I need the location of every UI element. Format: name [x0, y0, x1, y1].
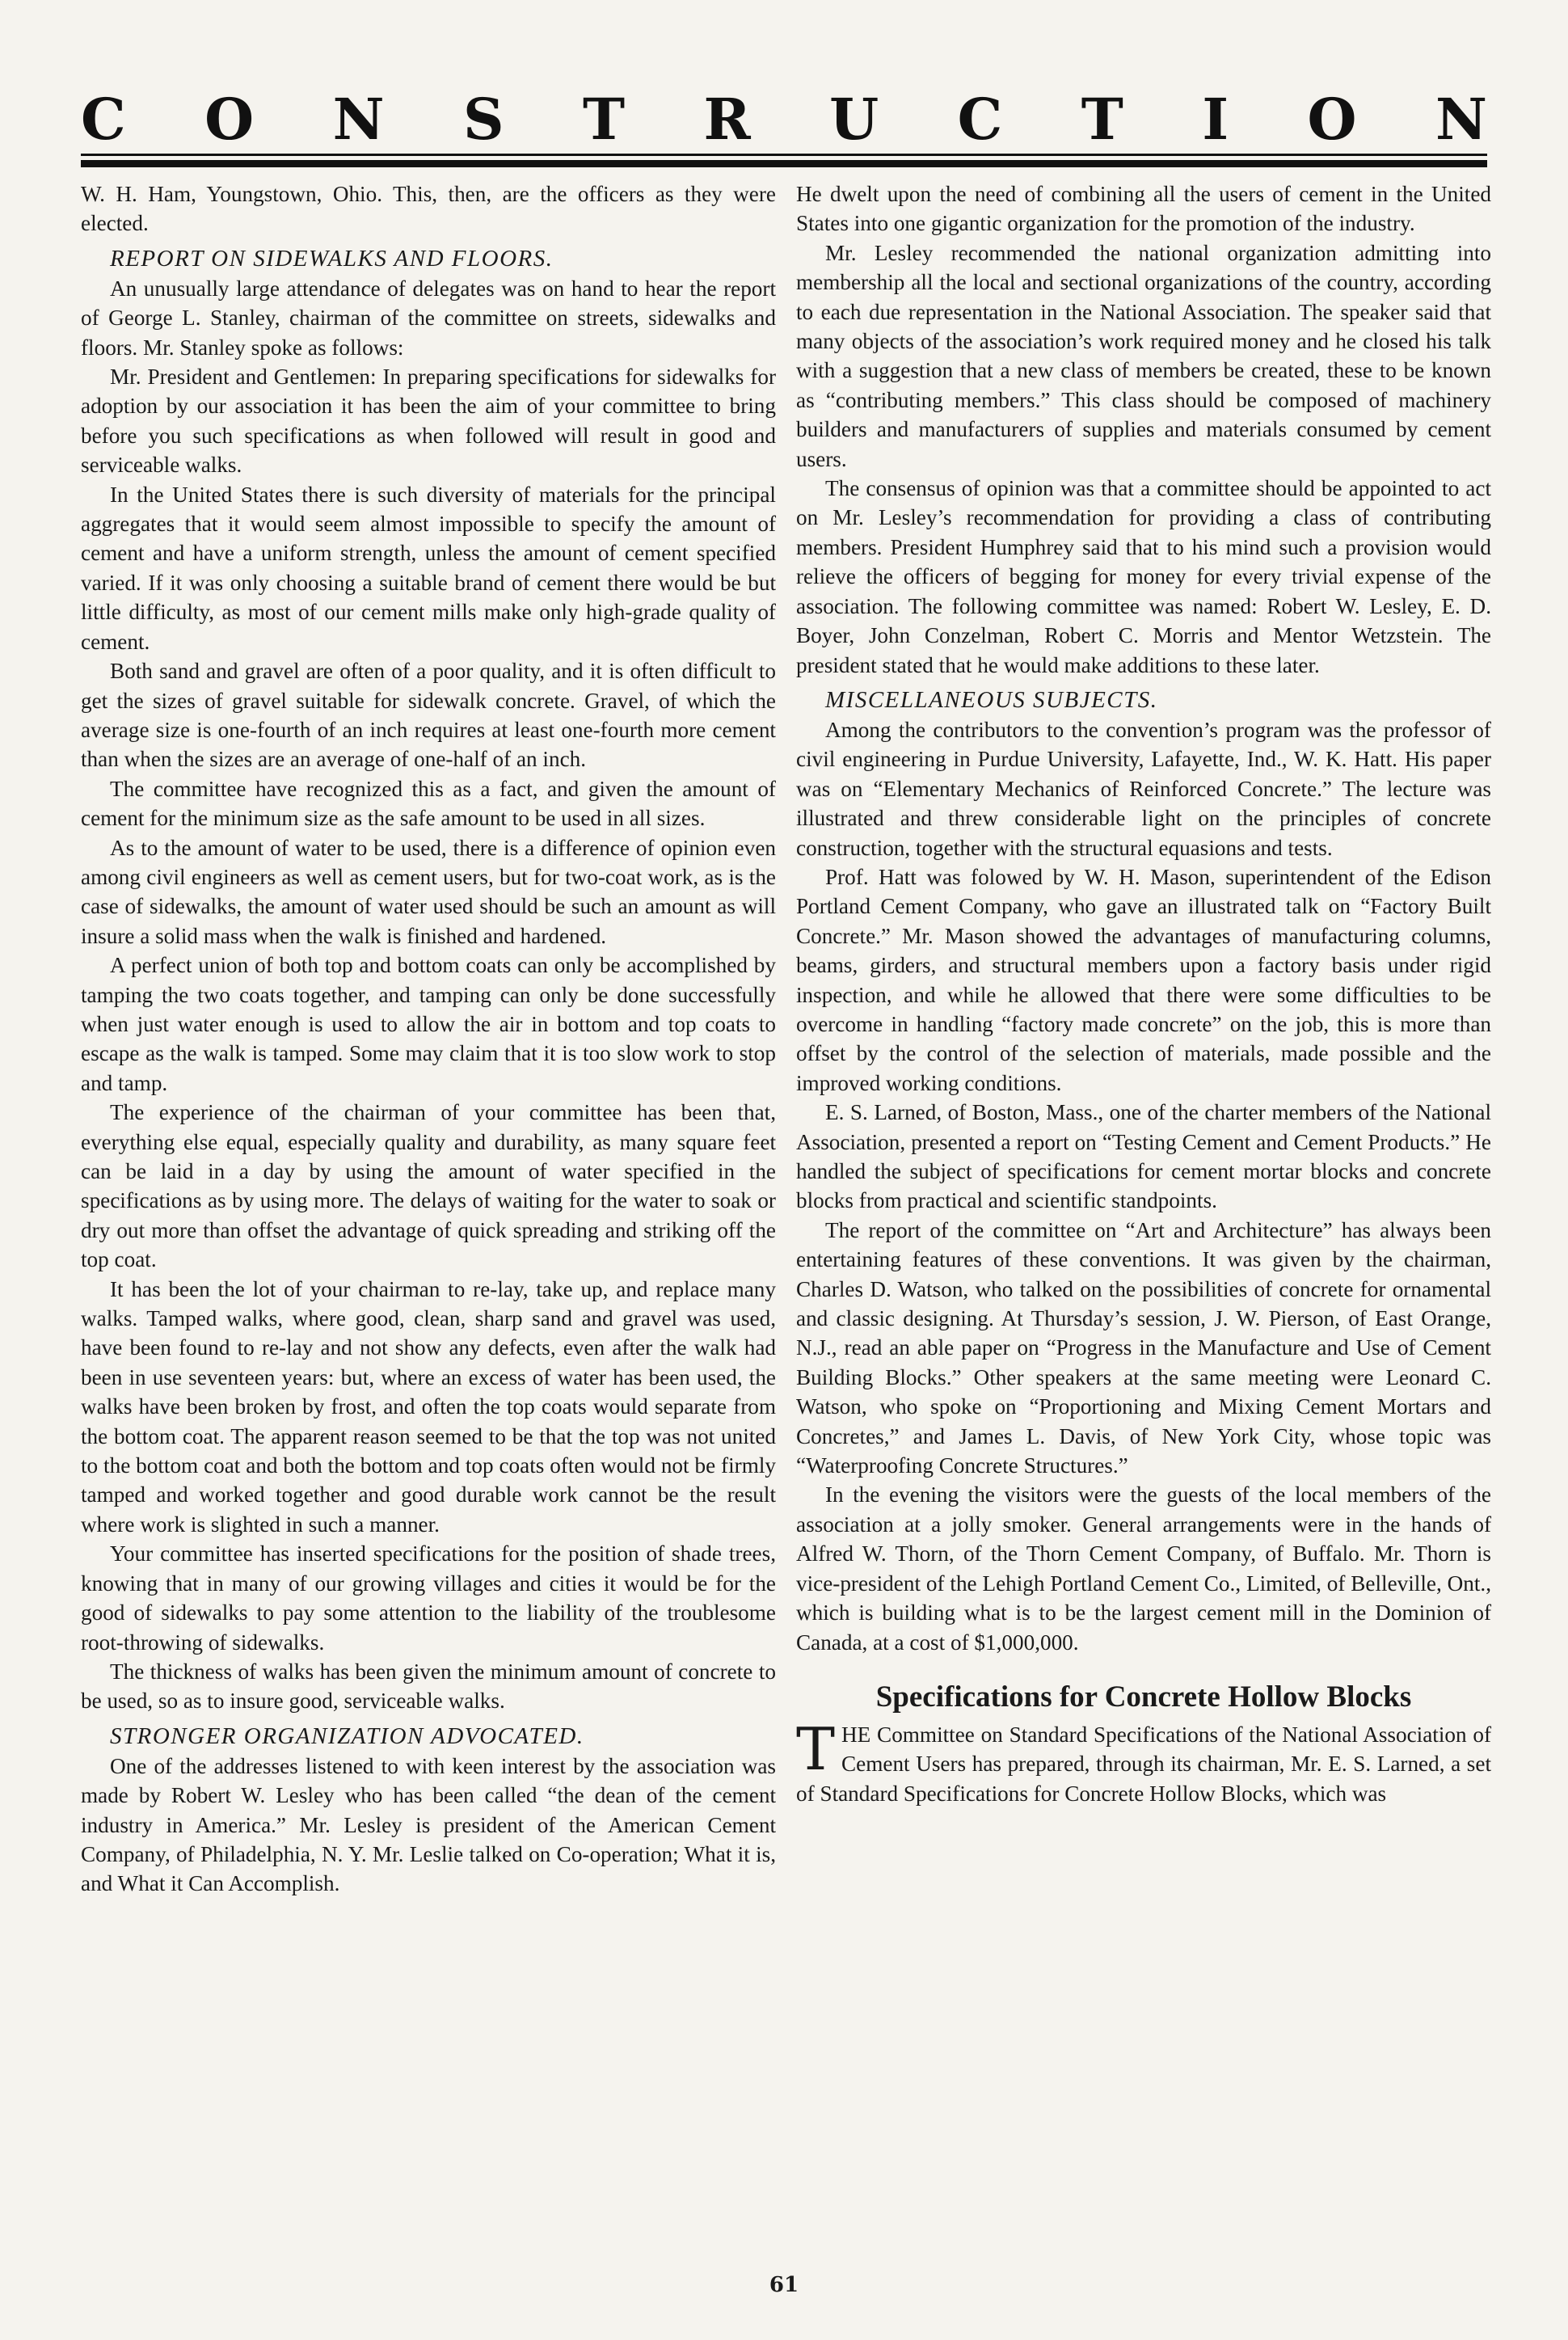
left-column [81, 179, 776, 1899]
paragraph: Both sand and gravel are often of a poor quality, and it is often difficult to get the sizes of gravel suitable for sidewalk concrete. Gravel, of which the average size is one-fourth of an inch requires at least one-fourth more cement than when the sizes are an average of one-half of an inch. [81, 659, 776, 772]
masthead-letter: U [829, 85, 879, 153]
paragraph: Your committee has inserted specifications for the position of shade trees, knowing that in many of our growing villages and cities it would be for the good of sidewalks to pay some attention to the liability of the troublesome root-throwing of sidewalks. [81, 1541, 776, 1655]
paragraph: It has been the lot of your chairman to re-lay, take up, and replace many walks. Tamped walks, where good, clean, sharp sand and gravel was used, have been found to re-lay and not show any defects, even after the walk had been in use seventeen years: but, where an excess of water has been used, the walks have been broken by frost, and often the top coats would separate from the bottom coat. The apparent reason seemed to be that the top was not united to the bottom coat and both the bottom and top coats often would not be firmly tamped and worked together and good durable work cannot be the result where work is slighted in such a manner. [81, 1276, 776, 1537]
masthead-rule-thick [81, 160, 1487, 167]
masthead-rule-thin [81, 154, 1487, 156]
right-column [796, 179, 1491, 1808]
paragraph: The experience of the chairman of your committee has been that, everything else equal, especially quality and durability, as many square feet can be laid in a day by using the amount of water specified in the specifications as by using more. The delays of waiting for the water to soak or dry out more than offset the advantage of quick spreading and striking off the top coat. [81, 1100, 776, 1272]
section-heading: REPORT ON SIDEWALKS AND FLOORS. [110, 245, 554, 272]
section-heading: MISCELLANEOUS SUBJECTS. [825, 686, 1158, 713]
paragraph: E. S. Larned, of Boston, Mass., one of the charter members of the National Association, presented a report on “Testing Cement and Cement Products.” He handled the subject of specifications for cement mortar blocks and concrete blocks from practical and scientific standpoints. [796, 1100, 1491, 1213]
masthead [81, 85, 1487, 153]
paragraph: A perfect union of both top and bottom coats can only be accomplished by tamping the two coats together, and tamping can only be done successfully when just water enough is used to allow the air in bottom and top coats to escape as the walk is tamped. Some may claim that it is too slow work to stop and tamp. [81, 953, 776, 1095]
paragraph: W. H. Ham, Youngstown, Ohio. This, then, are the officers as they were elected. [81, 182, 776, 236]
paragraph: As to the amount of water to be used, there is a difference of opinion even among civil engineers as well as cement users, but for two-coat work, as is the case of sidewalks, the amount of water used should be such an amount as will insure a solid mass when the walk is finished and hardened. [81, 835, 776, 948]
masthead-letter: T [583, 85, 626, 153]
paragraph: The report of the committee on “Art and Architecture” has always been entertaining features of these conventions. It was given by the chairman, Charles D. Watson, who talked on the possibilities of concrete for ornamental and classic designing. At Thursday’s session, J. W. Pierson, of East Orange, N.J., read an able paper on “Progress in the Manufacture and Use of Cement Building Blocks.” Other speakers at the same meeting were Leonard C. Watson, who spoke on “Proportioning and Mixing Cement Mortars and Concretes,” and James L. Davis, of New York City, whose topic was “Waterproofing Concrete Structures.” [796, 1217, 1491, 1478]
paragraph: One of the addresses listened to with keen interest by the association was made by Robert W. Lesley who has been called “the dean of the cement industry in America.” Mr. Lesley is president of the American Cement Company, of Philadelphia, N. Y. Mr. Leslie talked on Co-operation; What it is, and What it Can Accomplish. [81, 1753, 776, 1896]
paragraph: Mr. President and Gentlemen: In preparing specifications for sidewalks for adoption by our association it has been the aim of your committee to bring before you such specifications as when followed will result in good and serviceable walks. [81, 365, 776, 478]
paragraph: Among the contributors to the convention’s program was the professor of civil engineering in Purdue University, Lafayette, Ind., W. K. Hatt. His paper was on “Elementary Mechanics of Reinforced Concrete.” The lecture was illustrated and threw considerable light on the principles of concrete construction, together with the structural equasions and tests. [796, 717, 1491, 860]
masthead-letter: O [204, 85, 255, 153]
paragraph: The consensus of opinion was that a committee should be appointed to act on Mr. Lesley’s recommendation for providing a class of contributing members. President Humphrey said that to his mind such a provision would relieve the officers of begging for money for every trivial expense of the association. The following committee was named: Robert W. Lesley, E. D. Boyer, John Conzelman, Robert C. Morris and Mentor Wetzstein. The president stated that he would make additions to these later. [796, 476, 1491, 677]
paragraph: Mr. Lesley recommended the national organization admitting into membership all the local and sectional organizations of the country, according to each due representation in the National Association. The speaker said that many objects of the association’s work required money and he closed his talk with a suggestion that a new class of members be created, these to be known as “contributing members.” This class should be composed of machinery builders and manufacturers of supplies and materials consumed by cement users. [796, 240, 1491, 471]
article-lead-text: HE Committee on Standard Specifications of the National Association of Cement Users has prepared, through its chairman, Mr. E. S. Larned, a set of Standard Specifications for Concrete Hollow Blocks, which was [796, 1722, 1491, 1806]
page-number: 61 [769, 2273, 799, 2297]
paragraph: The committee have recognized this as a fact, and given the amount of cement for the minimum size as the safe amount to be used in all sizes. [81, 776, 776, 831]
masthead-letter: C [957, 85, 1003, 153]
article-lead-paragraph [796, 1714, 1491, 1808]
masthead-letter: S [463, 85, 504, 153]
masthead-letter: N [332, 85, 385, 153]
paragraph: In the evening the visitors were the guests of the local members of the association at a jolly smoker. General arrangements were in the hands of Alfred W. Thorn, of the Thorn Cement Company, of Buffalo. Mr. Thorn is vice-president of the Lehigh Portland Cement Co., Limited, of Belleville, Ont., which is building what is to be the largest cement mill in the Dominion of Canada, at a cost of $1,000,000. [796, 1482, 1491, 1655]
paragraph: The thickness of walks has been given the minimum amount of concrete to be used, so as to insure good, serviceable walks. [81, 1659, 776, 1714]
paragraph: Prof. Hatt was folowed by W. H. Mason, superintendent of the Edison Portland Cement Company, who gave an illustrated talk on “Factory Built Concrete.” Mr. Mason showed the advantages of manufacturing columns, beams, girders, and structural members upon a factory basis under rigid inspection, and while he allowed that there were some difficulties to be overcome in handling “factory made concrete” on the job, this is more than offset by the control of the selection of materials, made possible and the improved working conditions. [796, 864, 1491, 1095]
masthead-letter: R [703, 85, 751, 153]
masthead-letter: O [1307, 85, 1357, 153]
drop-cap: T [796, 1714, 836, 1783]
paragraph: He dwelt upon the need of combining all the users of cement in the United States into one gigantic organization for the promotion of the industry. [796, 182, 1491, 236]
paragraph: An unusually large attendance of delegates was on hand to hear the report of George L. Stanley, chairman of the committee on streets, sidewalks and floors. Mr. Stanley spoke as follows: [81, 276, 776, 360]
masthead-letter: C [81, 85, 126, 153]
article-title: Specifications for Concrete Hollow Blocks [875, 1680, 1412, 1714]
masthead-letter: N [1435, 85, 1487, 153]
masthead-letter: T [1081, 85, 1123, 153]
paragraph: In the United States there is such diversity of materials for the principal aggregates that it would seem almost impossible to specify the amount of cement and have a uniform strength, unless the amount of cement specified varied. If it was only choosing a suitable brand of cement there would be but little difficulty, as most of our cement mills make only high-grade quality of cement. [81, 482, 776, 654]
section-heading: STRONGER ORGANIZATION ADVOCATED. [110, 1722, 584, 1749]
masthead-letter: I [1202, 85, 1229, 153]
